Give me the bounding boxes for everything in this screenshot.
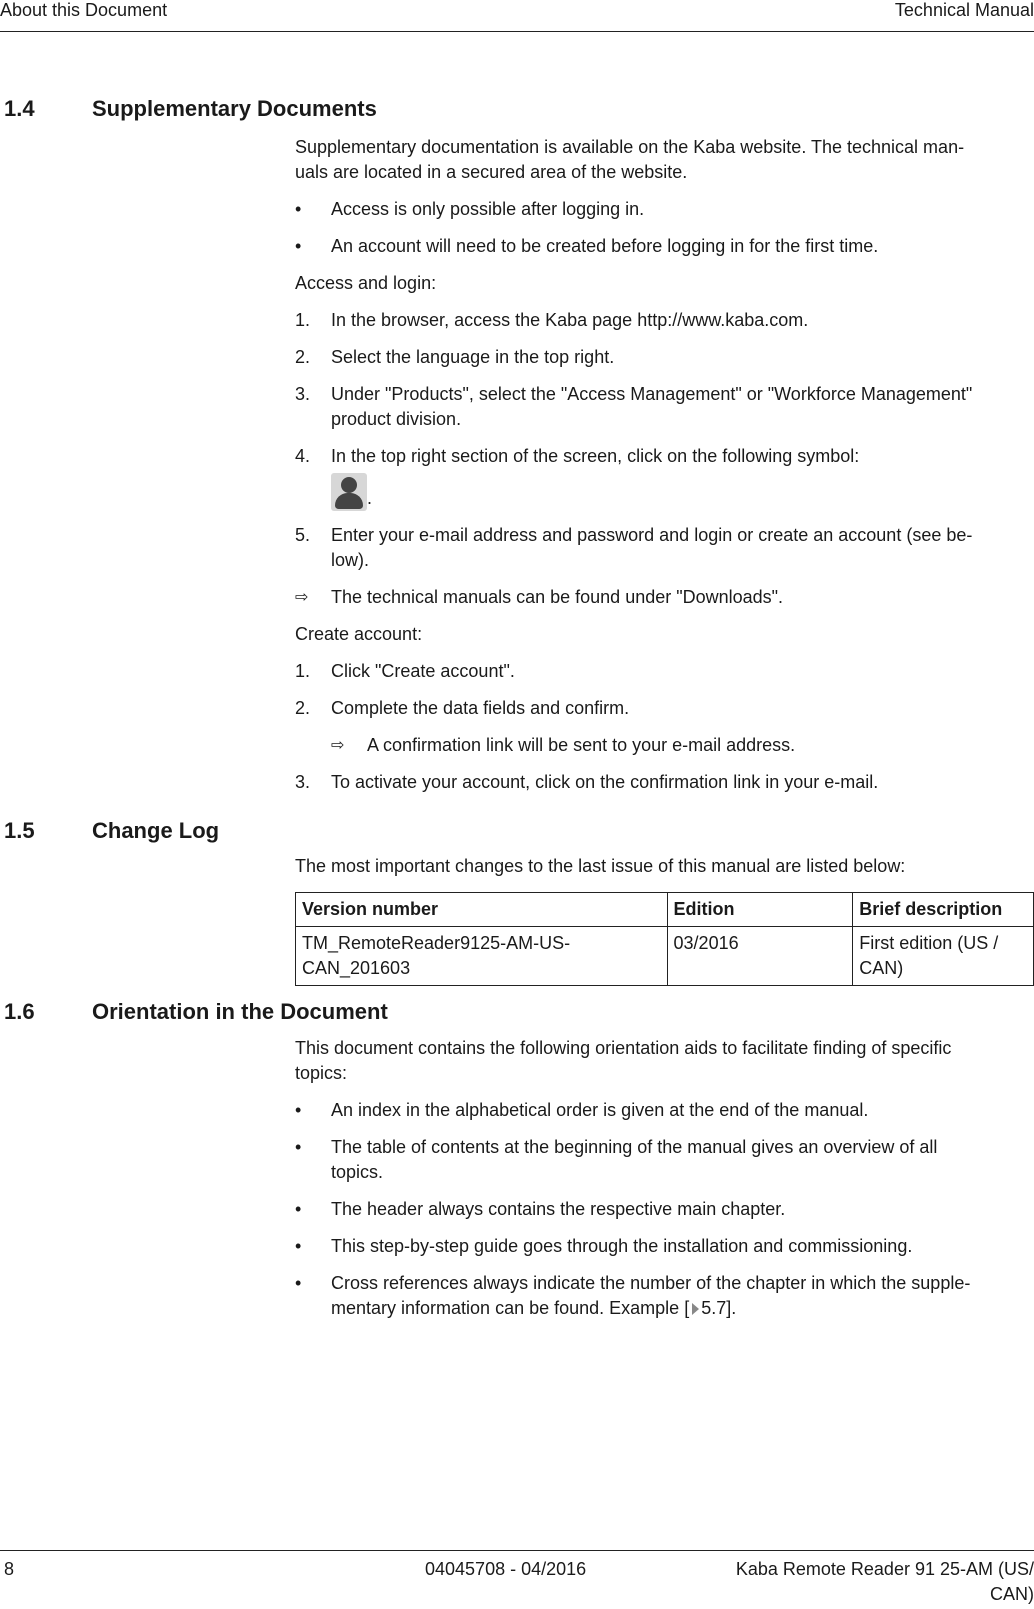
step-number: 3. xyxy=(295,384,311,404)
step-item xyxy=(295,770,1022,795)
intro-line-2: uals are located in a secured area of the website. xyxy=(295,162,688,182)
section-number: 1.4 xyxy=(4,96,35,121)
bullet-text: An index in the alphabetical order is given at the end of the manual. xyxy=(331,1100,869,1120)
result-item xyxy=(295,585,1022,610)
step-text: Enter your e-mail address and password and login or create an account (see be- xyxy=(331,525,973,545)
bullet-mark: • xyxy=(295,1273,302,1293)
bullet-item xyxy=(295,197,1022,222)
bullet-mark: • xyxy=(295,236,302,256)
step-number: 1. xyxy=(295,310,311,330)
footer-product-line-2: CAN) xyxy=(990,1584,1034,1604)
page-header xyxy=(0,0,1034,32)
version-line-2: CAN_201603 xyxy=(302,958,411,978)
bullet-mark: • xyxy=(295,1199,302,1219)
step-text: Click "Create account". xyxy=(331,661,515,681)
column-header: Edition xyxy=(667,893,853,927)
bullet-item xyxy=(295,1271,1022,1321)
result-arrow-icon: ⇨ xyxy=(295,589,309,606)
section-number: 1.5 xyxy=(4,818,35,843)
intro-line-2: topics: xyxy=(295,1063,348,1083)
cross-reference-link[interactable]: 5.7 xyxy=(701,1298,727,1318)
step-text-cont: low). xyxy=(331,550,370,570)
step-item xyxy=(295,382,1022,432)
section-title: Change Log xyxy=(92,818,220,843)
step-text-cont: product division. xyxy=(331,409,462,429)
bullet-item xyxy=(295,1197,1022,1222)
section-body-1-6 xyxy=(295,1036,1022,1321)
step-number: 3. xyxy=(295,772,311,792)
step-number: 2. xyxy=(295,698,311,718)
step-item xyxy=(295,696,1022,721)
step-number: 4. xyxy=(295,446,311,466)
change-log-table xyxy=(295,892,1034,986)
table-row xyxy=(296,927,1034,986)
step-text: Select the language in the top right. xyxy=(331,347,615,367)
section-body-1-4 xyxy=(295,135,1022,795)
section-title: Orientation in the Document xyxy=(92,999,388,1024)
access-label: Access and login: xyxy=(295,273,437,293)
step-period: . xyxy=(367,488,373,508)
step-item xyxy=(295,523,1022,573)
bullet-text: An account will need to be created before logging in for the first time. xyxy=(331,236,879,256)
change-log-intro: The most important changes to the last issue of this manual are listed below: xyxy=(295,856,906,876)
bullet-mark: • xyxy=(295,1137,302,1157)
section-number: 1.6 xyxy=(4,999,35,1024)
step-text: To activate your account, click on the confirmation link in your e-mail. xyxy=(331,772,879,792)
table-header-row xyxy=(296,893,1034,927)
intro-paragraph xyxy=(295,135,1022,185)
bullet-text-cont: topics. xyxy=(331,1162,384,1182)
bullet-text: The header always contains the respective main chapter. xyxy=(331,1199,786,1219)
result-item xyxy=(331,733,1022,758)
step-text: In the top right section of the screen, click on the following symbol: xyxy=(331,446,860,466)
column-header: Version number xyxy=(296,893,668,927)
section-title: Supplementary Documents xyxy=(92,96,377,121)
bullet-text: This step-by-step guide goes through the installation and commissioning. xyxy=(331,1236,913,1256)
bullet-text: Cross references always indicate the number of the chapter in which the supple- xyxy=(331,1273,971,1293)
result-text: A confirmation link will be sent to your e-mail address. xyxy=(367,735,796,755)
step-text: In the browser, access the Kaba page http://www.kaba.com. xyxy=(331,310,809,330)
description-line-1: First edition (US / xyxy=(859,933,999,953)
edition-cell: 03/2016 xyxy=(667,927,853,986)
result-arrow-icon: ⇨ xyxy=(331,737,345,754)
create-label: Create account: xyxy=(295,624,423,644)
result-text: The technical manuals can be found under "Downloads". xyxy=(331,587,784,607)
version-cell xyxy=(296,927,668,986)
bullet-item xyxy=(295,1234,1022,1259)
bullet-item xyxy=(295,1135,1022,1185)
column-header: Brief description xyxy=(853,893,1034,927)
version-line-1: TM_RemoteReader9125-AM-US- xyxy=(302,933,571,953)
xref-close: ]. xyxy=(726,1298,737,1318)
step-number: 2. xyxy=(295,347,311,367)
step-number: 1. xyxy=(295,661,311,681)
step-item xyxy=(295,308,1022,333)
footer-doc-number: 04045708 - 04/2016 xyxy=(425,1559,587,1579)
step-item xyxy=(295,444,1022,511)
step-text: Under "Products", select the "Access Management" or "Workforce Management" xyxy=(331,384,973,404)
bullet-mark: • xyxy=(295,1100,302,1120)
step-text: Complete the data fields and confirm. xyxy=(331,698,630,718)
cross-reference-arrow-icon xyxy=(692,1303,699,1315)
bullet-text: The table of contents at the beginning of the manual gives an overview of all xyxy=(331,1137,938,1157)
intro-line-1: This document contains the following orientation aids to facilitate finding of specific xyxy=(295,1038,952,1058)
header-doc-type: Technical Manual xyxy=(894,0,1034,20)
footer-rule xyxy=(0,1550,1034,1551)
user-account-icon xyxy=(331,473,367,511)
description-cell xyxy=(853,927,1034,986)
bullet-item xyxy=(295,1098,1022,1123)
intro-line-1: Supplementary documentation is available on the Kaba website. The technical man- xyxy=(295,137,965,157)
bullet-mark: • xyxy=(295,199,302,219)
step-item xyxy=(295,345,1022,370)
bullet-mark: • xyxy=(295,1236,302,1256)
bullet-text: Access is only possible after logging in. xyxy=(331,199,645,219)
footer-product-line-1: Kaba Remote Reader 91 25-AM (US/ xyxy=(735,1559,1034,1579)
bullet-text-cont: mentary information can be found. Example [ xyxy=(331,1298,690,1318)
step-number: 5. xyxy=(295,525,311,545)
step-item xyxy=(295,659,1022,684)
bullet-item xyxy=(295,234,1022,259)
header-chapter: About this Document xyxy=(0,0,168,20)
footer-page-number: 8 xyxy=(4,1559,15,1579)
footer-product xyxy=(736,1557,1034,1607)
intro-paragraph xyxy=(295,1036,1022,1086)
description-line-2: CAN) xyxy=(859,958,904,978)
